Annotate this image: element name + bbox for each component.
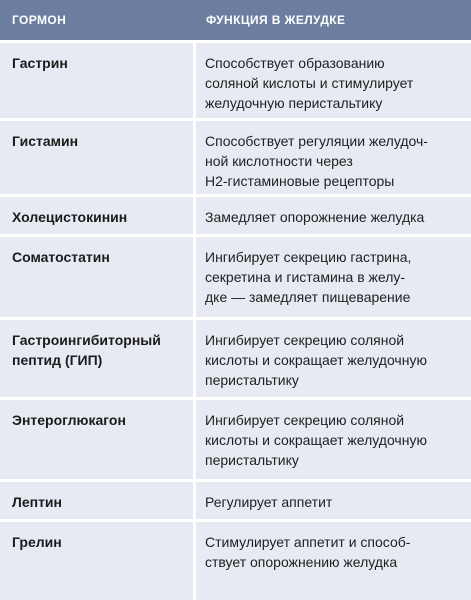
table-row: [0, 397, 471, 479]
table-row: [0, 118, 471, 194]
header-function: ФУНКЦИЯ В ЖЕЛУДКЕ: [206, 13, 346, 27]
hormone-name: Гастрин: [0, 43, 196, 118]
hormone-name: Гастроингибиторный пептид (ГИП): [0, 320, 196, 397]
hormone-function: Замедляет опорожнение желудка: [205, 209, 425, 225]
table-row: [0, 479, 471, 519]
table-row: [0, 40, 471, 118]
table-row: [0, 519, 471, 600]
hormone-function: Стимулирует аппетит и способ- ствует опорожнению желудка: [205, 534, 411, 570]
hormone-function: Способствует регуляции желудоч- ной кислотности через H2-гистаминовые рецепторы: [205, 133, 428, 189]
table-header: [0, 0, 471, 40]
table-row: [0, 317, 471, 397]
hormone-name: Соматостатин: [0, 237, 196, 317]
hormone-name: Гистамин: [0, 121, 196, 194]
hormone-function: Ингибирует секрецию гастрина, секретина и гистамина в желу- дке — замедляет пищеварение: [205, 249, 412, 305]
hormone-function: Ингибирует секрецию соляной кислоты и сокращает желудочную перистальтику: [205, 412, 427, 468]
hormone-function: Способствует образованию соляной кислоты и стимулирует желудочную перистальтику: [205, 55, 414, 111]
hormone-function: Регулирует аппетит: [205, 494, 333, 510]
hormone-name: Грелин: [0, 522, 196, 600]
table-row: [0, 234, 471, 317]
hormone-name: Холецистокинин: [0, 197, 196, 234]
header-hormone: ГОРМОН: [12, 13, 67, 27]
hormone-function: Ингибирует секрецию соляной кислоты и сокращает желудочную перистальтику: [205, 332, 427, 388]
hormone-name: Энтероглюкагон: [0, 400, 196, 479]
hormone-name: Лептин: [0, 482, 196, 519]
table-row: [0, 194, 471, 234]
